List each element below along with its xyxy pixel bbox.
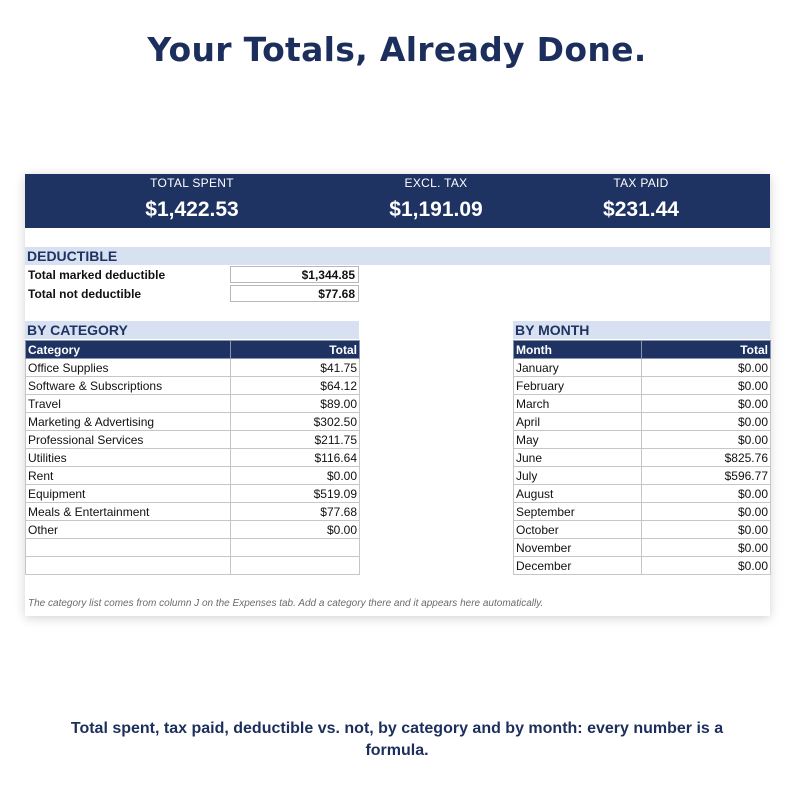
category-total-cell[interactable]: $0.00: [231, 521, 360, 539]
category-name-cell[interactable]: [26, 557, 231, 575]
category-name-cell[interactable]: Professional Services: [26, 431, 231, 449]
month-name-cell[interactable]: February: [514, 377, 642, 395]
category-row: [26, 503, 360, 521]
tax-paid-value: $231.44: [603, 198, 679, 221]
category-table-body: [26, 359, 360, 575]
summary-band: [25, 174, 770, 228]
category-row: [26, 485, 360, 503]
month-row: [514, 359, 771, 377]
month-table-header-row: [514, 341, 771, 359]
category-name-cell[interactable]: Utilities: [26, 449, 231, 467]
month-total-cell[interactable]: $0.00: [642, 557, 771, 575]
category-name-cell[interactable]: Office Supplies: [26, 359, 231, 377]
summary-sheet: [25, 174, 770, 616]
month-table: [513, 340, 771, 575]
month-total-cell[interactable]: $596.77: [642, 467, 771, 485]
month-row: [514, 485, 771, 503]
category-row: [26, 359, 360, 377]
excl-tax-label: EXCL. TAX: [404, 176, 468, 190]
category-total-cell[interactable]: $89.00: [231, 395, 360, 413]
month-row: [514, 431, 771, 449]
month-row: [514, 539, 771, 557]
month-row: [514, 503, 771, 521]
category-row: [26, 395, 360, 413]
month-total-cell[interactable]: $0.00: [642, 485, 771, 503]
month-total-cell[interactable]: $0.00: [642, 377, 771, 395]
category-total-column-header[interactable]: Total: [231, 341, 360, 359]
deductible-marked-label: Total marked deductible: [28, 268, 166, 282]
category-total-cell[interactable]: $77.68: [231, 503, 360, 521]
category-total-cell[interactable]: $211.75: [231, 431, 360, 449]
month-name-cell[interactable]: June: [514, 449, 642, 467]
category-name-cell[interactable]: Rent: [26, 467, 231, 485]
month-row: [514, 377, 771, 395]
not-deductible-label: Total not deductible: [28, 287, 142, 301]
month-name-cell[interactable]: May: [514, 431, 642, 449]
page-headline: Your Totals, Already Done.: [147, 30, 647, 69]
category-table-header-row: [26, 341, 360, 359]
total-spent-label: TOTAL SPENT: [150, 176, 234, 190]
caption-text: Total spent, tax paid, deductible vs. not, by category and by month: every number is a formula.: [70, 720, 724, 759]
month-name-cell[interactable]: October: [514, 521, 642, 539]
category-row: [26, 431, 360, 449]
month-name-cell[interactable]: July: [514, 467, 642, 485]
month-name-cell[interactable]: April: [514, 413, 642, 431]
total-spent-value: $1,422.53: [145, 198, 239, 221]
month-row: [514, 395, 771, 413]
tax-paid-label: TAX PAID: [613, 176, 669, 190]
footnote: The category list comes from column J on the Expenses tab. Add a category there and it appears here automatically.: [28, 598, 544, 609]
category-row: [26, 557, 360, 575]
month-table-body: [514, 359, 771, 575]
category-row: [26, 377, 360, 395]
category-total-cell[interactable]: [231, 539, 360, 557]
by-month-section-title: BY MONTH: [513, 321, 770, 339]
category-name-cell[interactable]: Travel: [26, 395, 231, 413]
category-total-cell[interactable]: $0.00: [231, 467, 360, 485]
category-name-cell[interactable]: [26, 539, 231, 557]
category-name-cell[interactable]: Equipment: [26, 485, 231, 503]
category-total-cell[interactable]: $116.64: [231, 449, 360, 467]
category-name-cell[interactable]: Marketing & Advertising: [26, 413, 231, 431]
category-total-cell[interactable]: $519.09: [231, 485, 360, 503]
excl-tax-value: $1,191.09: [389, 198, 483, 221]
month-total-cell[interactable]: $0.00: [642, 431, 771, 449]
category-row: [26, 413, 360, 431]
not-deductible-value[interactable]: $77.68: [230, 285, 359, 302]
month-name-cell[interactable]: December: [514, 557, 642, 575]
month-name-cell[interactable]: January: [514, 359, 642, 377]
category-name-cell[interactable]: Meals & Entertainment: [26, 503, 231, 521]
month-name-cell[interactable]: November: [514, 539, 642, 557]
by-category-section-title: BY CATEGORY: [25, 321, 359, 339]
month-row: [514, 467, 771, 485]
category-total-cell[interactable]: $41.75: [231, 359, 360, 377]
deductible-marked-value[interactable]: $1,344.85: [230, 266, 359, 283]
month-name-cell[interactable]: March: [514, 395, 642, 413]
month-total-cell[interactable]: $0.00: [642, 521, 771, 539]
category-total-cell[interactable]: [231, 557, 360, 575]
month-total-cell[interactable]: $0.00: [642, 395, 771, 413]
month-name-cell[interactable]: September: [514, 503, 642, 521]
category-row: [26, 521, 360, 539]
month-column-header[interactable]: Month: [514, 341, 642, 359]
category-row: [26, 467, 360, 485]
category-table: [25, 340, 360, 575]
month-total-cell[interactable]: $0.00: [642, 503, 771, 521]
category-name-cell[interactable]: Other: [26, 521, 231, 539]
month-total-cell[interactable]: $825.76: [642, 449, 771, 467]
deductible-section-title: DEDUCTIBLE: [25, 247, 770, 265]
month-total-cell[interactable]: $0.00: [642, 539, 771, 557]
month-row: [514, 557, 771, 575]
month-total-column-header[interactable]: Total: [642, 341, 771, 359]
month-row: [514, 521, 771, 539]
category-name-cell[interactable]: Software & Subscriptions: [26, 377, 231, 395]
category-row: [26, 449, 360, 467]
month-total-cell[interactable]: $0.00: [642, 359, 771, 377]
month-row: [514, 449, 771, 467]
month-row: [514, 413, 771, 431]
category-total-cell[interactable]: $302.50: [231, 413, 360, 431]
category-column-header[interactable]: Category: [26, 341, 231, 359]
month-total-cell[interactable]: $0.00: [642, 413, 771, 431]
category-total-cell[interactable]: $64.12: [231, 377, 360, 395]
category-row: [26, 539, 360, 557]
month-name-cell[interactable]: August: [514, 485, 642, 503]
